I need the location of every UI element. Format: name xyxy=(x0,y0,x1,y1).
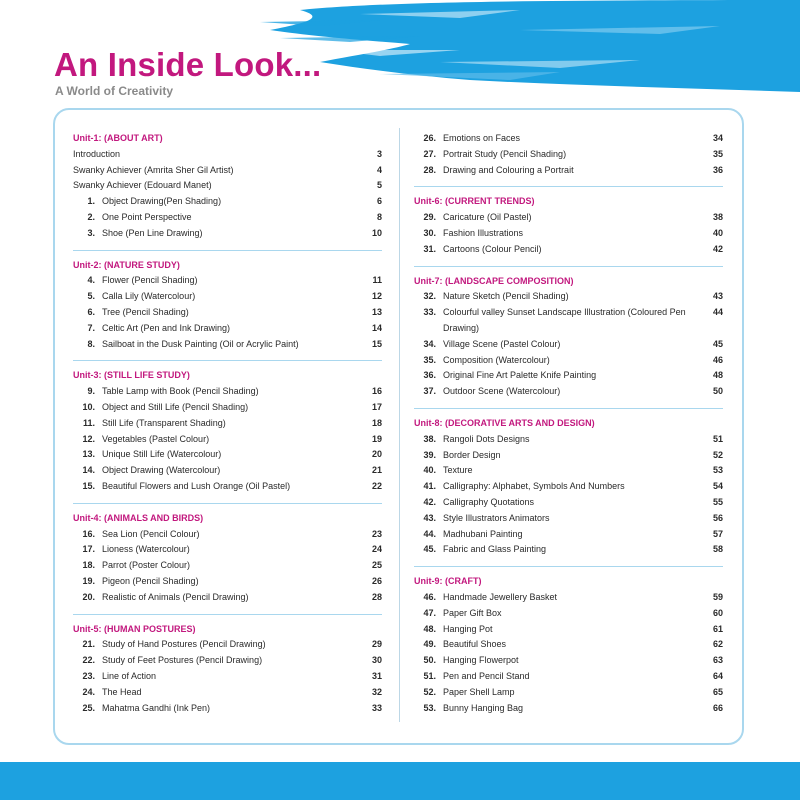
entry-title: Original Fine Art Palette Knife Painting xyxy=(443,370,597,381)
unit-section xyxy=(73,360,382,494)
toc-entry xyxy=(73,147,382,163)
entry-title: Object and Still Life (Pencil Shading) xyxy=(102,401,249,412)
entry-title: Paper Shell Lamp xyxy=(443,686,515,697)
toc-entry xyxy=(414,305,723,337)
entry-title: Style Illustrators Animators xyxy=(443,512,550,523)
entry-page-number: 31 xyxy=(371,670,382,681)
toc-entry xyxy=(414,289,723,305)
entry-page-number: 48 xyxy=(712,370,723,381)
entry-page-number: 33 xyxy=(371,702,382,713)
toc-entry xyxy=(414,242,723,258)
entry-number: 48. xyxy=(423,623,436,634)
entry-page-number: 13 xyxy=(371,306,382,317)
toc-entry xyxy=(414,701,723,717)
toc-entry xyxy=(73,653,382,669)
toc-entry xyxy=(73,416,382,432)
toc-entry xyxy=(414,495,723,511)
entry-title: Madhubani Painting xyxy=(443,528,523,539)
bottom-bar xyxy=(0,762,800,800)
unit-title: Unit-8: (DECORATIVE ARTS AND DESIGN) xyxy=(414,417,595,428)
entry-title: Handmade Jewellery Basket xyxy=(443,591,558,602)
toc-entry xyxy=(73,273,382,289)
entry-title: The Head xyxy=(102,686,142,697)
toc-entry xyxy=(414,511,723,527)
entry-page-number: 19 xyxy=(371,433,382,444)
entry-number: 34. xyxy=(423,338,436,349)
toc-entry xyxy=(73,558,382,574)
entry-page-number: 17 xyxy=(371,401,382,412)
entry-page-number: 32 xyxy=(371,686,382,697)
entry-number: 4. xyxy=(87,275,95,286)
entry-number: 6. xyxy=(87,306,95,317)
toc-entry xyxy=(73,210,382,226)
toc-entry xyxy=(73,400,382,416)
entry-number: 10. xyxy=(82,401,95,412)
entry-title: Introduction xyxy=(73,148,121,159)
entry-page-number: 54 xyxy=(712,481,723,492)
unit-title: Unit-2: (NATURE STUDY) xyxy=(73,259,180,270)
unit-section xyxy=(73,614,382,717)
toc-entry xyxy=(414,337,723,353)
toc-entry xyxy=(73,637,382,653)
unit-section xyxy=(414,408,723,558)
entry-number: 49. xyxy=(423,639,436,650)
entry-page-number: 55 xyxy=(712,496,723,507)
entry-page-number: 51 xyxy=(712,433,723,444)
entry-number: 8. xyxy=(87,338,95,349)
entry-page-number: 62 xyxy=(712,639,723,650)
contents-left-column xyxy=(73,131,382,716)
toc-entry xyxy=(73,590,382,606)
entry-number: 18. xyxy=(82,560,95,571)
entry-number: 33. xyxy=(423,307,436,318)
entry-title: Vegetables (Pastel Colour) xyxy=(102,433,210,444)
entry-page-number: 21 xyxy=(371,465,382,476)
entry-page-number: 56 xyxy=(712,512,723,523)
toc-entry xyxy=(73,321,382,337)
entry-title: Unique Still Life (Watercolour) xyxy=(102,449,222,460)
entry-page-number: 61 xyxy=(712,623,723,634)
entry-number: 36. xyxy=(423,370,436,381)
toc-entry xyxy=(414,479,723,495)
entry-page-number: 18 xyxy=(371,417,382,428)
entry-title: Nature Sketch (Pencil Shading) xyxy=(443,291,569,302)
unit-title: Unit-9: (CRAFT) xyxy=(414,576,482,587)
entry-number: 16. xyxy=(82,528,95,539)
entry-page-number: 52 xyxy=(712,449,723,460)
entry-number: 37. xyxy=(423,386,436,397)
entry-title: Colourful valley Sunset Landscape Illustration (Coloured Pen Drawing) xyxy=(443,307,686,333)
unit-section xyxy=(73,250,382,353)
entry-page-number: 26 xyxy=(371,575,382,586)
toc-entry xyxy=(414,384,723,400)
entry-title: Hanging Pot xyxy=(443,623,493,634)
entry-number: 17. xyxy=(82,544,95,555)
toc-entry xyxy=(73,432,382,448)
entry-page-number: 34 xyxy=(712,133,723,143)
toc-entry xyxy=(73,337,382,353)
entry-title: Beautiful Flowers and Lush Orange (Oil Pastel) xyxy=(102,480,291,491)
entry-page-number: 3 xyxy=(376,148,382,159)
entry-number: 14. xyxy=(82,465,95,476)
entry-title: Calla Lily (Watercolour) xyxy=(102,291,196,302)
entry-title: Emotions on Faces xyxy=(443,133,521,143)
toc-entry xyxy=(73,163,382,179)
entry-page-number: 42 xyxy=(712,243,723,254)
entry-page-number: 22 xyxy=(371,480,382,491)
entry-page-number: 24 xyxy=(371,544,382,555)
entry-number: 50. xyxy=(423,655,436,666)
entry-number: 52. xyxy=(423,686,436,697)
unit-title: Unit-4: (ANIMALS AND BIRDS) xyxy=(73,512,204,523)
toc-entry xyxy=(414,353,723,369)
entry-title: Pen and Pencil Stand xyxy=(443,670,530,681)
entry-title: Tree (Pencil Shading) xyxy=(102,306,189,317)
entry-title: Portrait Study (Pencil Shading) xyxy=(443,148,567,159)
entry-page-number: 16 xyxy=(371,386,382,397)
entry-page-number: 14 xyxy=(371,322,382,333)
entry-page-number: 6 xyxy=(376,196,382,207)
entry-page-number: 45 xyxy=(712,338,723,349)
entry-title: Object Drawing (Watercolour) xyxy=(102,465,221,476)
entry-page-number: 11 xyxy=(372,275,382,286)
toc-entry xyxy=(414,685,723,701)
toc-entry xyxy=(73,289,382,305)
toc-entry xyxy=(73,574,382,590)
entry-number: 47. xyxy=(423,607,436,618)
entry-page-number: 12 xyxy=(371,291,382,302)
entry-page-number: 60 xyxy=(712,607,723,618)
entry-title: Swanky Achiever (Amrita Sher Gil Artist) xyxy=(73,164,234,175)
entry-number: 42. xyxy=(423,496,436,507)
entry-number: 26. xyxy=(423,133,436,143)
entry-page-number: 66 xyxy=(712,702,723,713)
entry-page-number: 53 xyxy=(712,465,723,476)
unit-section xyxy=(73,503,382,606)
entry-page-number: 35 xyxy=(712,148,723,159)
entry-number: 43. xyxy=(423,512,436,523)
page-subtitle: A World of Creativity xyxy=(55,84,174,98)
unit-section xyxy=(414,186,723,257)
toc-entry xyxy=(73,542,382,558)
entry-number: 23. xyxy=(82,670,95,681)
toc-entry xyxy=(73,384,382,400)
entry-title: Hanging Flowerpot xyxy=(443,655,519,666)
entry-title: One Point Perspective xyxy=(102,211,192,222)
entry-title: Study of Feet Postures (Pencil Drawing) xyxy=(102,655,263,666)
entry-number: 13. xyxy=(82,449,95,460)
entry-number: 29. xyxy=(423,212,436,223)
entry-page-number: 10 xyxy=(371,227,382,238)
entry-title: Calligraphy Quotations xyxy=(443,496,535,507)
toc-entry xyxy=(414,131,723,147)
toc-entry xyxy=(73,447,382,463)
entry-title: Cartoons (Colour Pencil) xyxy=(443,243,542,254)
toc-entry xyxy=(73,178,382,194)
entry-title: Pigeon (Pencil Shading) xyxy=(102,575,199,586)
entry-title: Realistic of Animals (Pencil Drawing) xyxy=(102,591,249,602)
entry-page-number: 25 xyxy=(371,560,382,571)
entry-page-number: 36 xyxy=(712,164,723,175)
entry-number: 3. xyxy=(87,227,95,238)
entry-page-number: 29 xyxy=(371,639,382,650)
entry-number: 25. xyxy=(82,702,95,713)
brush-stroke-decoration xyxy=(260,0,800,95)
entry-number: 44. xyxy=(423,528,436,539)
toc-entry xyxy=(414,653,723,669)
entry-title: Bunny Hanging Bag xyxy=(443,702,524,713)
entry-title: Border Design xyxy=(443,449,501,460)
entry-number: 9. xyxy=(87,386,95,397)
toc-entry xyxy=(73,527,382,543)
toc-entry xyxy=(414,542,723,558)
entry-title: Caricature (Oil Pastel) xyxy=(443,212,532,223)
unit-section xyxy=(73,131,382,242)
unit-section xyxy=(414,266,723,400)
entry-page-number: 4 xyxy=(376,164,382,175)
entry-title: Table Lamp with Book (Pencil Shading) xyxy=(102,386,259,397)
toc-entry xyxy=(414,637,723,653)
unit-title: Unit-5: (HUMAN POSTURES) xyxy=(73,623,196,634)
entry-page-number: 57 xyxy=(712,528,723,539)
unit-title: Unit-3: (STILL LIFE STUDY) xyxy=(73,370,190,381)
entry-title: Still Life (Transparent Shading) xyxy=(102,417,226,428)
entry-page-number: 58 xyxy=(712,544,723,555)
entry-number: 12. xyxy=(82,433,95,444)
toc-entry xyxy=(414,368,723,384)
entry-title: Outdoor Scene (Watercolour) xyxy=(443,386,561,397)
entry-number: 28. xyxy=(423,164,436,175)
unit-title: Unit-1: (ABOUT ART) xyxy=(73,133,163,143)
unit-title: Unit-6: (CURRENT TRENDS) xyxy=(414,196,535,207)
entry-title: Study of Hand Postures (Pencil Drawing) xyxy=(102,639,266,650)
toc-entry xyxy=(73,669,382,685)
entry-title: Texture xyxy=(443,465,473,476)
entry-number: 27. xyxy=(423,148,436,159)
entry-title: Rangoli Dots Designs xyxy=(443,433,530,444)
toc-entry xyxy=(73,194,382,210)
entry-number: 39. xyxy=(423,449,436,460)
toc-entry xyxy=(73,685,382,701)
entry-title: Line of Action xyxy=(102,670,157,681)
entry-title: Celtic Art (Pen and Ink Drawing) xyxy=(102,322,231,333)
toc-entry xyxy=(414,432,723,448)
entry-title: Flower (Pencil Shading) xyxy=(102,275,198,286)
entry-title: Swanky Achiever (Edouard Manet) xyxy=(73,180,212,191)
entry-number: 21. xyxy=(82,639,95,650)
toc-entry xyxy=(414,527,723,543)
entry-page-number: 8 xyxy=(376,211,382,222)
entry-title: Village Scene (Pastel Colour) xyxy=(443,338,561,349)
entry-page-number: 64 xyxy=(712,670,723,681)
entry-title: Object Drawing(Pen Shading) xyxy=(102,196,222,207)
entry-number: 45. xyxy=(423,544,436,555)
entry-title: Parrot (Poster Colour) xyxy=(102,560,191,571)
contents-right-column xyxy=(414,131,723,716)
entry-page-number: 15 xyxy=(371,338,382,349)
toc-entry xyxy=(73,305,382,321)
unit-section xyxy=(414,131,723,178)
unit-section xyxy=(414,566,723,716)
entry-number: 5. xyxy=(87,291,95,302)
entry-page-number: 23 xyxy=(371,528,382,539)
toc-entry xyxy=(73,463,382,479)
toc-entry xyxy=(414,147,723,163)
entry-number: 15. xyxy=(82,480,95,491)
entry-number: 20. xyxy=(82,591,95,602)
entry-number: 41. xyxy=(423,481,436,492)
toc-entry xyxy=(73,226,382,242)
column-divider xyxy=(399,128,400,722)
entry-number: 38. xyxy=(423,433,436,444)
entry-title: Calligraphy: Alphabet, Symbols And Numbers xyxy=(443,481,625,492)
entry-title: Composition (Watercolour) xyxy=(443,354,550,365)
entry-number: 7. xyxy=(87,322,95,333)
entry-number: 2. xyxy=(87,211,95,222)
toc-entry xyxy=(414,226,723,242)
entry-title: Fashion Illustrations xyxy=(443,227,524,238)
toc-entry xyxy=(414,606,723,622)
page-title: An Inside Look... xyxy=(54,46,322,83)
entry-title: Beautiful Shoes xyxy=(443,639,507,650)
toc-entry xyxy=(73,701,382,717)
entry-page-number: 5 xyxy=(376,180,382,191)
entry-page-number: 30 xyxy=(371,655,382,666)
toc-entry xyxy=(414,163,723,179)
entry-title: Drawing and Colouring a Portrait xyxy=(443,164,574,175)
toc-entry xyxy=(414,463,723,479)
entry-number: 24. xyxy=(82,686,95,697)
entry-number: 35. xyxy=(423,354,436,365)
entry-number: 31. xyxy=(423,243,436,254)
entry-title: Shoe (Pen Line Drawing) xyxy=(102,227,203,238)
entry-number: 11. xyxy=(82,417,95,428)
entry-number: 46. xyxy=(423,591,436,602)
entry-page-number: 20 xyxy=(371,449,382,460)
entry-page-number: 59 xyxy=(712,591,723,602)
entry-number: 19. xyxy=(82,575,95,586)
entry-number: 1. xyxy=(87,196,95,207)
entry-page-number: 50 xyxy=(712,386,723,397)
entry-page-number: 44 xyxy=(712,307,723,318)
entry-page-number: 38 xyxy=(712,212,723,223)
entry-page-number: 40 xyxy=(712,227,723,238)
entry-number: 40. xyxy=(423,465,436,476)
entry-number: 53. xyxy=(423,702,436,713)
entry-page-number: 43 xyxy=(712,291,723,302)
entry-title: Sailboat in the Dusk Painting (Oil or Acrylic Paint) xyxy=(102,338,299,349)
entry-title: Fabric and Glass Painting xyxy=(443,544,547,555)
entry-number: 32. xyxy=(423,291,436,302)
entry-page-number: 46 xyxy=(712,354,723,365)
toc-entry xyxy=(73,479,382,495)
entry-title: Mahatma Gandhi (Ink Pen) xyxy=(102,702,211,713)
toc-entry xyxy=(414,210,723,226)
toc-entry xyxy=(414,669,723,685)
entry-number: 30. xyxy=(423,227,436,238)
toc-entry xyxy=(414,448,723,464)
entry-number: 22. xyxy=(82,655,95,666)
toc-entry xyxy=(414,590,723,606)
entry-title: Sea Lion (Pencil Colour) xyxy=(102,528,200,539)
unit-title: Unit-7: (LANDSCAPE COMPOSITION) xyxy=(414,275,574,286)
entry-page-number: 28 xyxy=(371,591,382,602)
entry-page-number: 63 xyxy=(712,655,723,666)
toc-entry xyxy=(414,622,723,638)
entry-title: Lioness (Watercolour) xyxy=(102,544,190,555)
entry-title: Paper Gift Box xyxy=(443,607,502,618)
entry-page-number: 65 xyxy=(712,686,723,697)
entry-number: 51. xyxy=(423,670,436,681)
